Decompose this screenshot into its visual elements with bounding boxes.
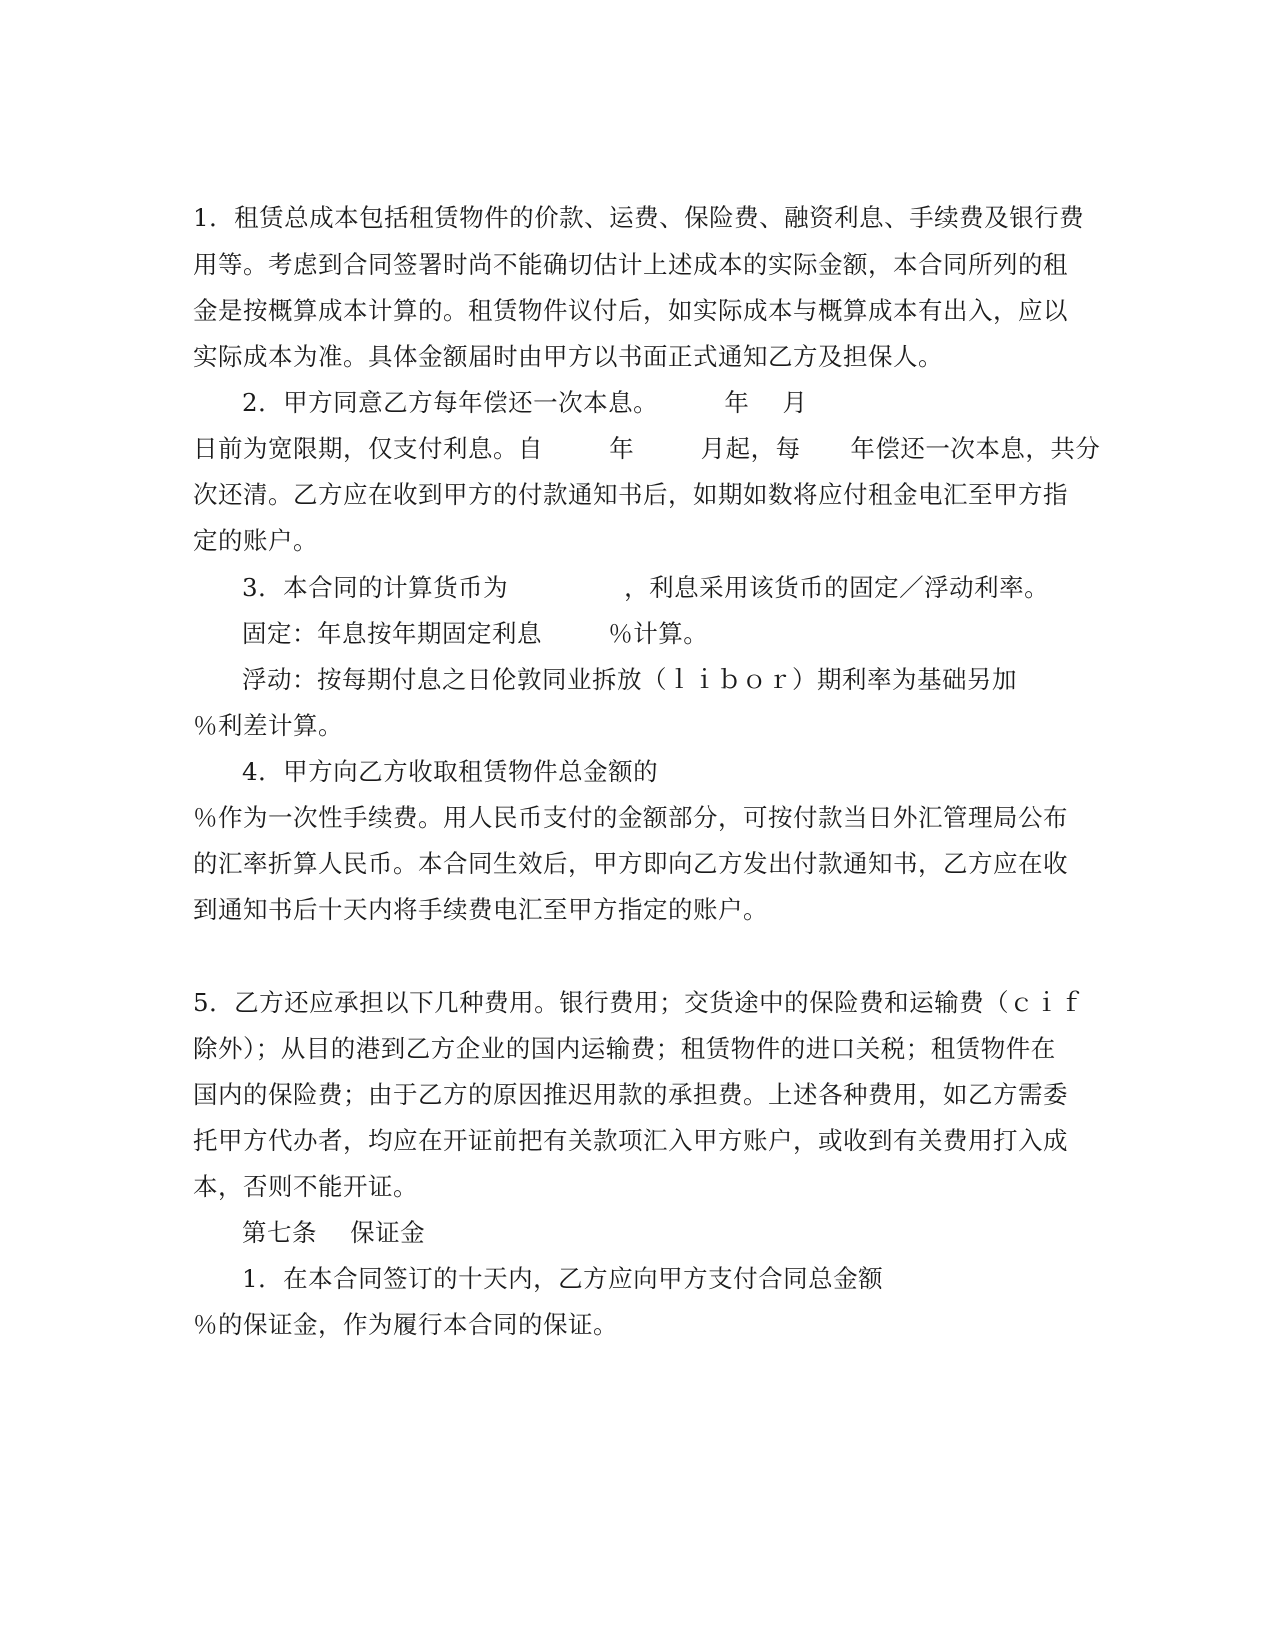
text-line: 浮动：按每期付息之日伦敦同业拆放（ｌｉｂｏｒ）期利率为基础另加	[242, 665, 1017, 694]
text-line: 固定：年息按年期固定利息 ％计算。	[242, 619, 709, 648]
text-line: ％利差计算。	[193, 711, 343, 740]
text-line: 5．乙方还应承担以下几种费用。银行费用；交货途中的保险费和运输费（ｃｉｆ	[193, 988, 1085, 1017]
text-line: 1．在本合同签订的十天内，乙方应向甲方支付合同总金额	[242, 1264, 884, 1293]
text-line: 次还清。乙方应在收到甲方的付款通知书后，如期如数将应付租金电汇至甲方指	[193, 480, 1068, 509]
text-line: 本，否则不能开证。	[193, 1172, 418, 1201]
text-line: ％作为一次性手续费。用人民币支付的金额部分，可按付款当日外汇管理局公布	[193, 803, 1068, 832]
text-line: 实际成本为准。具体金额届时由甲方以书面正式通知乙方及担保人。	[193, 342, 943, 371]
text-line: 金是按概算成本计算的。租赁物件议付后，如实际成本与概算成本有出入，应以	[193, 296, 1068, 325]
text-line: 到通知书后十天内将手续费电汇至甲方指定的账户。	[193, 895, 768, 924]
text-line: 3．本合同的计算货币为 ，利息采用该货币的固定／浮动利率。	[242, 573, 1050, 602]
text-line: ％的保证金，作为履行本合同的保证。	[193, 1310, 618, 1339]
text-line: 托甲方代办者，均应在开证前把有关款项汇入甲方账户，或收到有关费用打入成	[193, 1126, 1068, 1155]
text-line: 定的账户。	[193, 526, 318, 555]
text-line: 除外）；从目的港到乙方企业的国内运输费；租赁物件的进口关税；租赁物件在	[193, 1034, 1056, 1063]
text-line: 的汇率折算人民币。本合同生效后，甲方即向乙方发出付款通知书，乙方应在收	[193, 849, 1068, 878]
section-heading: 第七条 保证金	[242, 1218, 426, 1247]
text-line: 国内的保险费；由于乙方的原因推迟用款的承担费。上述各种费用，如乙方需委	[193, 1080, 1068, 1109]
text-line: 1．租赁总成本包括租赁物件的价款、运费、保险费、融资利息、手续费及银行费	[193, 203, 1085, 232]
text-line: 4．甲方向乙方收取租赁物件总金额的	[242, 757, 659, 786]
text-line: 用等。考虑到合同签署时尚不能确切估计上述成本的实际金额，本合同所列的租	[193, 250, 1068, 279]
text-line: 2．甲方同意乙方每年偿还一次本息。 年 月	[242, 388, 808, 417]
text-line: 日前为宽限期，仅支付利息。自 年 月起，每 年偿还一次本息，共分	[193, 434, 1101, 463]
